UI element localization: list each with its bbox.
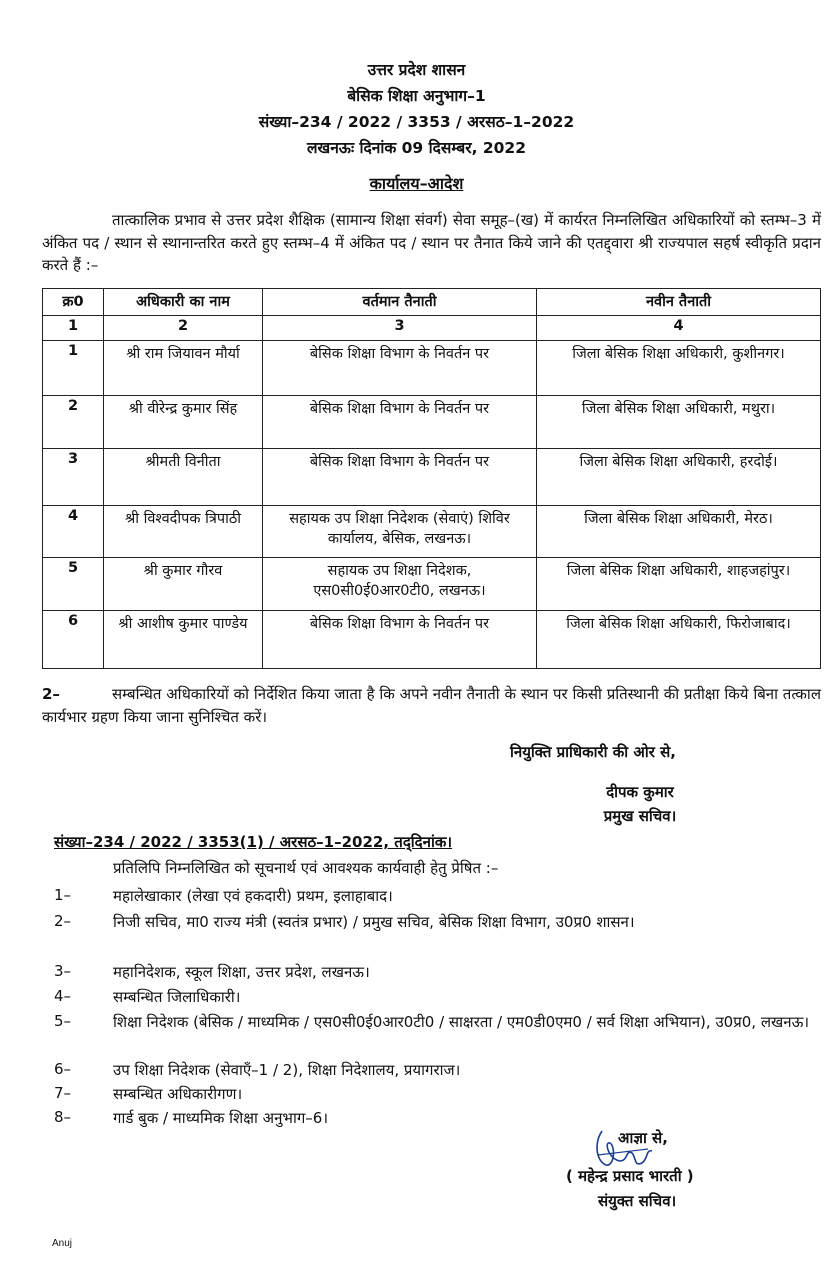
row-sn: 3	[43, 449, 104, 506]
row-sn: 5	[43, 558, 104, 611]
copy-item-text: उप शिक्षा निदेशक (सेवाएँ–1 / 2), शिक्षा निदेशालय, प्रयागराज।	[113, 1061, 461, 1079]
copy-intro: प्रतिलिपि निम्नलिखित को सूचनार्थ एवं आवश्यक कार्यवाही हेतु प्रेषित :–	[113, 859, 499, 877]
table-row	[43, 611, 821, 669]
copy-item-text: सम्बन्धित अधिकारीगण।	[113, 1085, 243, 1103]
copy-item-number: 5–	[54, 1012, 72, 1030]
header-ref-number: संख्या–234 / 2022 / 3353 / अरसठ–1–2022	[258, 113, 575, 131]
copy-item-number: 1–	[54, 886, 72, 904]
copy-item-text: निजी सचिव, मा0 राज्य मंत्री (स्वतंत्र प्रभार) / प्रमुख सचिव, बेसिक शिक्षा विभाग, उ0प्र0 शासन।	[113, 913, 635, 931]
row-new-posting: जिला बेसिक शिक्षा अधिकारी, फिरोजाबाद।	[537, 611, 821, 669]
footer-initials: Anuj	[52, 1238, 73, 1249]
table-row	[43, 558, 821, 611]
row-sn: 2	[43, 396, 104, 449]
copy-item-number: 8–	[54, 1108, 72, 1126]
table-row	[43, 396, 821, 449]
order-title: कार्यालय–आदेश	[369, 174, 464, 193]
copy-item-number: 4–	[54, 987, 72, 1005]
col-header-name: अधिकारी का नाम	[104, 289, 263, 316]
by-order-line: आज्ञा से,	[618, 1129, 668, 1147]
signatory-designation: संयुक्त सचिव।	[598, 1192, 677, 1210]
col-number: 1	[43, 316, 104, 341]
row-current-posting: बेसिक शिक्षा विभाग के निवर्तन पर	[263, 396, 537, 449]
table-header-row	[43, 289, 821, 316]
row-current-posting: बेसिक शिक्षा विभाग के निवर्तन पर	[263, 611, 537, 669]
column-number-row	[43, 316, 821, 341]
col-header-current: वर्तमान तैनाती	[263, 289, 537, 316]
col-number: 3	[263, 316, 537, 341]
row-new-posting: जिला बेसिक शिक्षा अधिकारी, कुशीनगर।	[537, 341, 821, 396]
copy-item-text: महालेखाकार (लेखा एवं हकदारी) प्रथम, इलाहाबाद।	[113, 887, 393, 905]
copy-item-number: 6–	[54, 1060, 72, 1078]
row-name: श्रीमती विनीता	[104, 449, 263, 506]
row-name: श्री वीरेन्द्र कुमार सिंह	[104, 396, 263, 449]
row-name: श्री कुमार गौरव	[104, 558, 263, 611]
copy-item-number: 2–	[54, 912, 72, 930]
posting-table	[42, 288, 821, 669]
row-new-posting: जिला बेसिक शिक्षा अधिकारी, मथुरा।	[537, 396, 821, 449]
signatory-name: ( महेन्द्र प्रसाद भारती )	[566, 1167, 694, 1185]
row-name: श्री आशीष कुमार पाण्डेय	[104, 611, 263, 669]
copy-item-number: 7–	[54, 1084, 72, 1102]
header-govt: उत्तर प्रदेश शासन	[367, 61, 466, 79]
row-sn: 4	[43, 506, 104, 558]
col-header-new: नवीन तैनाती	[537, 289, 821, 316]
copy-item-text: गार्ड बुक / माध्यमिक शिक्षा अनुभाग–6।	[113, 1109, 329, 1127]
authority-designation: प्रमुख सचिव।	[603, 807, 677, 825]
row-sn: 1	[43, 341, 104, 396]
row-current-posting: बेसिक शिक्षा विभाग के निवर्तन पर	[263, 341, 537, 396]
header-date: लखनऊः दिनांक 09 दिसम्बर, 2022	[307, 139, 526, 157]
col-number: 4	[537, 316, 821, 341]
row-name: श्री विश्वदीपक त्रिपाठी	[104, 506, 263, 558]
header-section: बेसिक शिक्षा अनुभाग–1	[347, 87, 486, 105]
row-new-posting: जिला बेसिक शिक्षा अधिकारी, मेरठ।	[537, 506, 821, 558]
copy-item-text: शिक्षा निदेशक (बेसिक / माध्यमिक / एस0सी0ई0आर0टी0 / साक्षरता / एम0डी0एम0 / सर्व शिक्षा अभियान), उ0प्र0, लखनऊ।	[113, 1013, 810, 1031]
paragraph-2: 2– सम्बन्धित अधिकारियों को निर्देशित किया जाता है कि अपने नवीन तैनाती के स्थान पर किसी प्रतिस्थानी की प्रतीक्षा किये बिना तत्काल कार्यभार ग्रहण किया जाना सुनिश्चित करें।	[42, 685, 821, 726]
copy-item-number: 3–	[54, 962, 72, 980]
row-current-posting: बेसिक शिक्षा विभाग के निवर्तन पर	[263, 449, 537, 506]
table-row	[43, 449, 821, 506]
row-name: श्री राम जियावन मौर्या	[104, 341, 263, 396]
paragraph-2-number: 2–	[42, 685, 60, 703]
table-row	[43, 341, 821, 396]
copy-ref-number: संख्या–234 / 2022 / 3353(1) / अरसठ–1–2022, तद्‌दिनांक।	[54, 833, 453, 851]
copy-item-text: महानिदेशक, स्कूल शिक्षा, उत्तर प्रदेश, लखनऊ।	[113, 963, 370, 981]
on-behalf-line: नियुक्ति प्राधिकारी की ओर से,	[510, 743, 676, 761]
table-row	[43, 506, 821, 558]
row-new-posting: जिला बेसिक शिक्षा अधिकारी, शाहजहांपुर।	[537, 558, 821, 611]
col-header-sn: क्र0	[43, 289, 104, 316]
col-number: 2	[104, 316, 263, 341]
row-current-posting: सहायक उप शिक्षा निदेशक (सेवाएं) शिविर कार्यालय, बेसिक, लखनऊ।	[263, 506, 537, 558]
row-new-posting: जिला बेसिक शिक्षा अधिकारी, हरदोई।	[537, 449, 821, 506]
authority-name: दीपक कुमार	[606, 783, 674, 801]
intro-paragraph: तात्कालिक प्रभाव से उत्तर प्रदेश शैक्षिक (सामान्य शिक्षा संवर्ग) सेवा समूह–(ख) में कार्यरत निम्नलिखित अधिकारियों को स्तम्भ–3 में अंकित पद / स्थान से स्थानान्तरित करते हुए स्तम्भ–4 में अंकित पद / स्थान पर तैनात किये जाने की एतद्द्वारा श्री राज्यपाल सहर्ष स्वीकृति प्रदान करते हैं :–	[42, 211, 821, 274]
row-current-posting: सहायक उप शिक्षा निदेशक, एस0सी0ई0आर0टी0, लखनऊ।	[263, 558, 537, 611]
copy-item-text: सम्बन्धित जिलाधिकारी।	[113, 988, 241, 1006]
row-sn: 6	[43, 611, 104, 669]
